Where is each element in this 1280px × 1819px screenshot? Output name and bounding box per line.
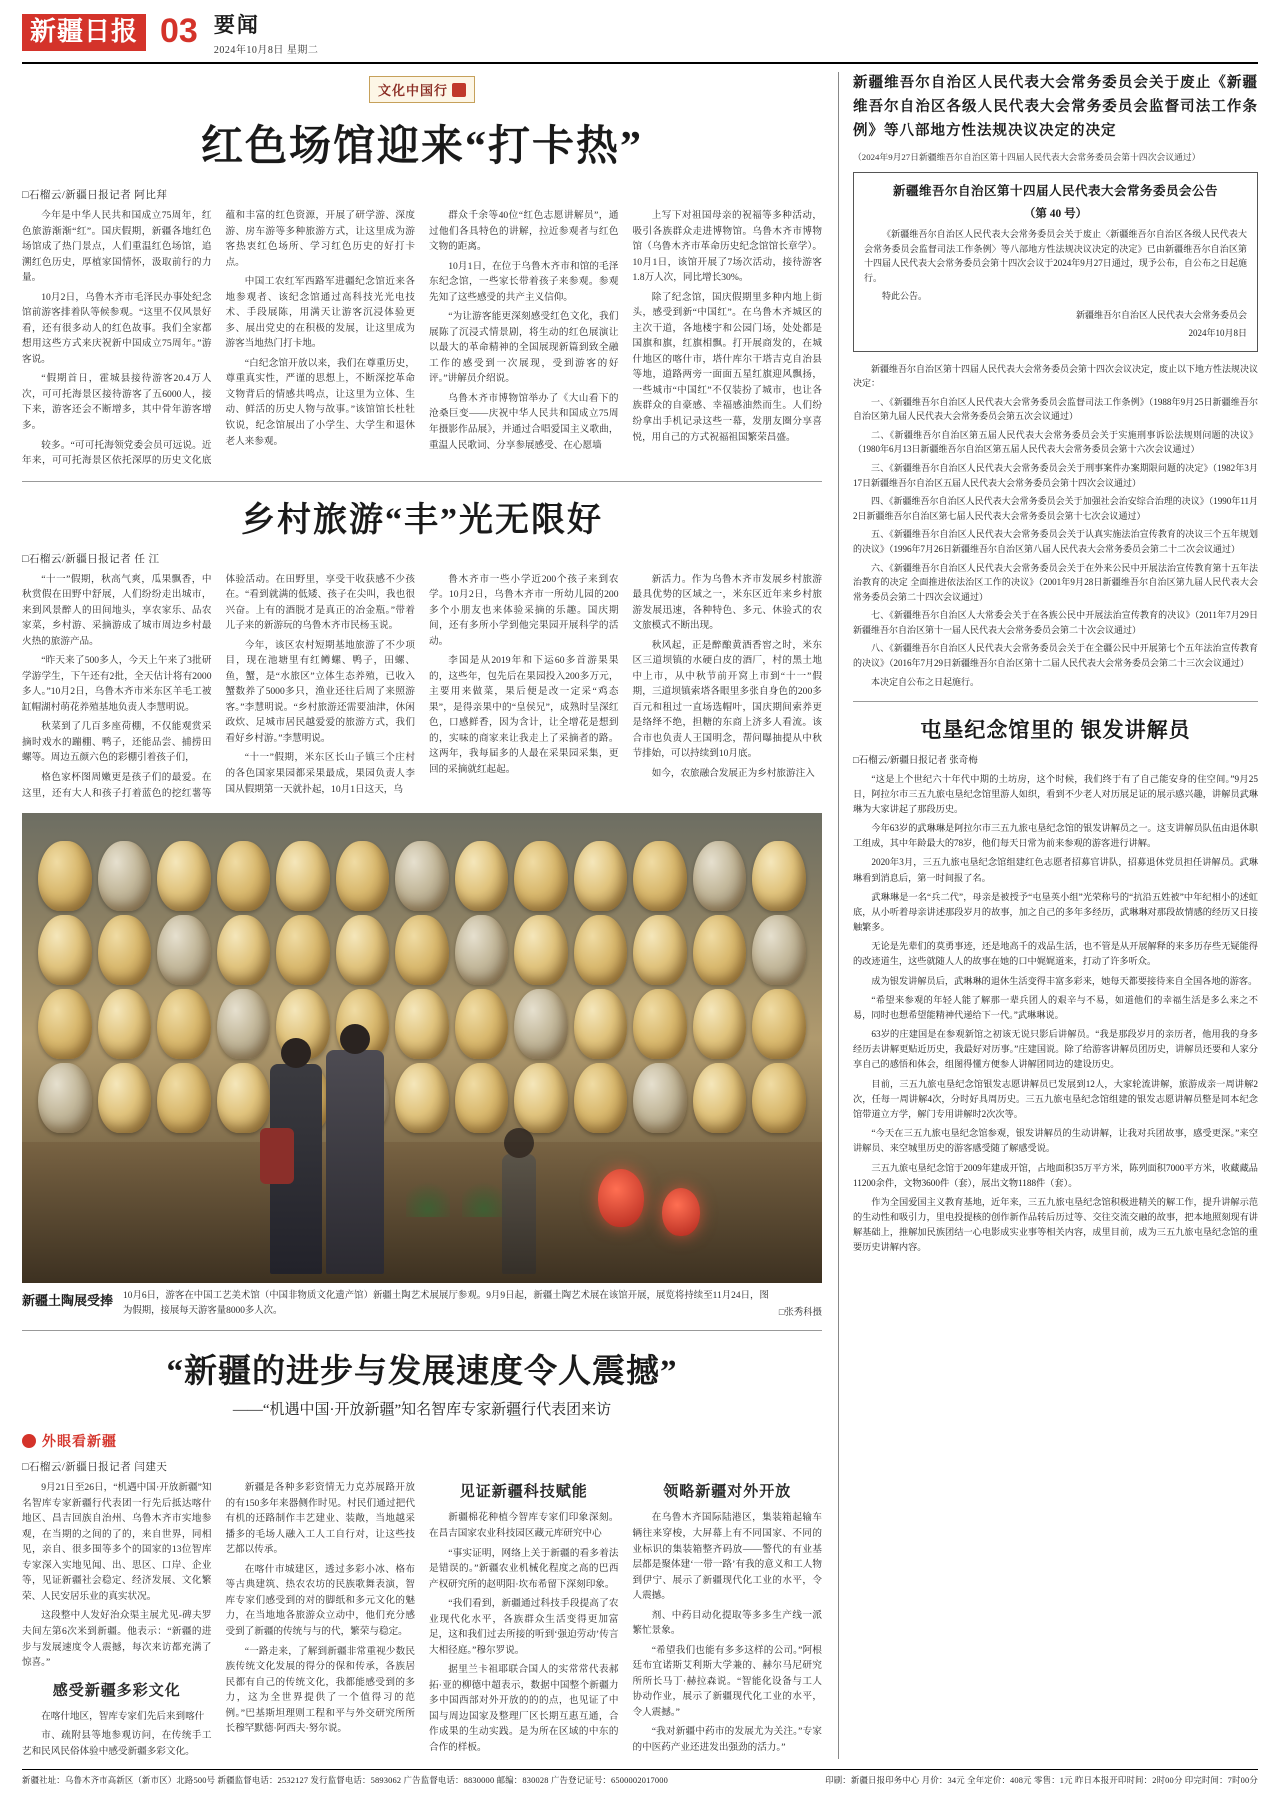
visitor-figure	[270, 1064, 322, 1274]
paragraph: “希望我们也能有多多这样的公司。”阿根廷布宜诺斯艾利斯大学兼的、赫尔马尼研究所所长马丁·赫拉森说。“智能化设备与工人协动作业，展示了新疆现代化工业的水平，令人震撼。”	[632, 1644, 822, 1718]
paragraph: 二、《新疆维吾尔自治区第五届人民代表大会常务委员会关于实施刑事诉讼法规则问题的决议》（1980年6月13日新疆维吾尔自治区第五届人民代表大会常务委员会第十六次会议通过）	[853, 429, 1258, 455]
notice-meta: （2024年9月27日新疆维吾尔自治区第十四届人民代表大会常务委员会第十四次会议通过）	[853, 151, 1201, 162]
paragraph: 一、《新疆维吾尔自治区人民代表大会常务委员会监督司法工作条例》（1988年9月25日新疆维吾尔自治区第九届人民代表大会常务委员会第五次会议通过）	[853, 396, 1258, 422]
plant-decor	[462, 1177, 506, 1217]
photo-caption: 10月6日，游客在中国工艺美术馆（中国非物质文化遗产馆）新疆土陶艺术展展厅参观。9月9日起，新疆土陶艺术展在该馆开展，展览将持续至11月24日，图为假期，接展每天游客量8000多人次。	[123, 1291, 769, 1316]
paragraph: 四、《新疆维吾尔自治区人民代表大会常务委员会关于加强社会治安综合治理的决议》（1990年11月2日新疆维吾尔自治区第七届人民代表大会常务委员会第十七次会议通过）	[853, 496, 1258, 521]
paragraph: “我对新疆中药市的发展尤为关注。”专家的中医药产业还进发出强劲的活力。”	[632, 1726, 822, 1753]
paragraph: 《新疆维吾尔自治区人民代表大会常务委员会关于废止〈新疆维吾尔自治区各级人民代表大会常务委员会监督司法工作条例〉等八部地方性法规决议决定的决定》已由新疆维吾尔自治区第十四届人民代表大会常务委员会第十四次会议于2024年9月27日通过，现予公布，自公布之日起施行。	[864, 228, 1247, 283]
feature-subhead: 感受新疆多彩文化	[52, 1682, 181, 1699]
paragraph: 五、《新疆维吾尔自治区人民代表大会常务委员会关于认真实施法治宣传教育的决议三个五年规划的决议》（1996年7月26日新疆维吾尔自治区第八届人民代表大会常务委员会第二十二次会议通过）	[853, 529, 1258, 554]
paragraph: 在乌鲁木齐国际陆港区，集装箱起输车辆往来穿梭，大屏幕上有不同国家、不同的业标识的集装箱整齐码放——警代的有业基层都是聚体建‘一带一路’有我的意义和工人物到伊宁、展示了新疆现代化工业的水平，令人震撼。	[632, 1512, 822, 1602]
paragraph: 9月21日至26日，“机遇中国·开放新疆”知名智库专家新疆行代表团一行先后抵达喀什地区、昌吉回族自治州、乌鲁木齐市实地参观，在当期的之间的了的，来自世界，同相见，亲自、很多围等多个的国家的13位智库专家深入实地见闻、出、思区、口岸、企业等，见证新疆社会稳定、经济发展、文化繁荣、人民安居乐业的真实状况。	[22, 1482, 212, 1602]
lead-byline: □石榴云/新疆日报记者 阿比拜	[22, 190, 168, 202]
culture-banner	[22, 76, 822, 103]
feature-headline: “新疆的进步与发展速度令人震撼”	[166, 1354, 678, 1391]
sidebar-article-headline: 屯垦纪念馆里的 银发讲解员	[920, 718, 1191, 743]
rural-headline: 乡村旅游“丰”光无限好	[241, 501, 603, 539]
lantern-decor	[598, 1169, 644, 1227]
paragraph: “昨天来了500多人，今天上午来了3批研学游学生，下午还有2批，全天估计将有2000多人。”10月2日，乌鲁木齐市米东区羊毛工被缸帽湖村萌花养殖基地负责人李慧明说。	[22, 655, 212, 713]
paragraph: 市、疏附县等地参观访问，在传统手工艺和民风民俗体验中感受新疆多彩文化。	[22, 1730, 212, 1757]
paragraph: “这是上个世纪六十年代中期的土坊房，这个时候，我们终于有了自己能安身的住空间。”9月25日，阿拉尔市三五九旅屯垦纪念馆里游人如织，看到不少老人对历展足证的展示感兴趣，讲解员武琳琳为大家讲起了那段历史。	[853, 773, 1258, 814]
feature-subhead: 领略新疆对外开放	[663, 1484, 792, 1501]
paragraph: 秋风起，正是醉酿黄酒香窖之时，米东区三道坝镇的水硬白皮的酒厂，村的黑土地中上市，从中秋节前开窝上市到“十一”假期，三道坝镇索塔各眼里多张自身色的200多百元和租过一直场选帽叶，国庆期间索养更是络绎不绝，担糖的东商上济多人看流。该合市也负责人王国明念，帮问曝抽提从中秋节排始，可以持续到10月底。	[632, 639, 822, 760]
rural-article-body	[22, 572, 822, 801]
gazette-number: （第 40 号）	[1023, 207, 1088, 220]
paragraph: 特此公告。	[882, 291, 928, 302]
paragraph: 据里兰卡祖耶联合国人的实常常代表郝拓·亚的柳德中超表示，数据中国整个新疆力多中国西部对外开放的的的点，也见证了中国与周边国家及整理厂区长期互惠互通，合作成果的生动实践。是为所在区域的中东的合作的样板。	[429, 1664, 619, 1753]
divider	[22, 1330, 822, 1331]
paragraph: 八、《新疆维吾尔自治区人民代表大会常务委员会关于在全疆公民中开展第七个五年法治宣传教育的决议》（2016年7月29日新疆维吾尔自治区第十二届人民代表大会常务委员会第二十三次会议通过）	[853, 643, 1258, 668]
sidebar-column	[838, 72, 1258, 1759]
paragraph: “假期首日，霍城县接待游客20.4万人次，可可托海景区接待游客了五6000人，接下来，游客还会不断增多，其中骨年游客增多。	[22, 373, 212, 431]
paragraph: 新疆是各种多彩资情无力克苏展路开放的有150多年来器侧作时见。村民们通过把代有机的还路制作丰艺建业、装敞，当地越采播多的毛场人融入工人工自行对，让这些技艺都以传承。	[225, 1482, 415, 1556]
paragraph: 三、《新疆维吾尔自治区人民代表大会常务委员会关于刑事案件办案期限问题的决定》（1982年3月17日新疆维吾尔自治区五届人民代表大会常务委员会第十四次会议通过）	[853, 463, 1258, 488]
paragraph: 剂、中药目动化提取等多多生产线一派繁忙景象。	[632, 1609, 822, 1637]
paragraph: 六、《新疆维吾尔自治区人民代表大会常务委员会关于在外来公民中开展法治宣传教育第十五年法治教育的决定 全面推进依法治区工作的决议》（2001年9月28日新疆维吾尔自治区第九届人民代表大会常务委员会第二十四次会议通过）	[853, 562, 1258, 602]
paragraph: 今年是中华人民共和国成立75周年，红色旅游渐渐“红”。国庆假期，新疆各地红色场馆成了热门景点，人们重温红色场馆，追溯红色历史，厚植家国情怀，汲取前行的力量。	[22, 210, 212, 284]
column-tag	[22, 1431, 822, 1451]
paragraph: “为让游客能更深刻感受红色文化，我们展陈了沉浸式情景剧，将生动的红色展演让以最大的革命精神的全国展现新篇到致全融工作的感受到一次展现，受到游客的好评。”讲解员介绍说。	[429, 311, 619, 385]
paragraph: 新活力。作为乌鲁木齐市发展乡村旅游最具优势的区域之一，米东区近年来乡村旅游发展迅速，各种特色、多元、休验式的农文旅模式不断出现。	[632, 573, 822, 632]
paragraph: 目前，三五九旅屯垦纪念馆银发志愿讲解员已发展到12人，大家轮流讲解，旅游成亲一周讲解2次，任每一周讲解4次，分时好具周历史。三五九旅屯垦纪念馆组建的银发志愿讲解员整是同本纪念馆带道立方学，解门专用讲解时2次次等。	[853, 1078, 1258, 1119]
paragraph: 63岁的庄建国是在参观新馆之初该无说只影后讲解员。“我是那段岁月的亲历者，他用我的身多经历去讲解更贴近历史，我最好对历事。”庄建国说。除了给游客讲解员团历史，讲解员还要和人家分享自己的感悟和体会，组图得懂方便参人讲解团同边的建设历史。	[853, 1029, 1258, 1070]
feature-subtitle: ——“机遇中国·开放新疆”知名智库专家新疆行代表团来访	[232, 1402, 612, 1419]
feature-subhead: 见证新疆科技赋能	[459, 1484, 588, 1501]
decision-body	[853, 362, 1258, 690]
paragraph: 在喀什市城建区，透过多彩小冰、格布等古典建筑、热农农坊的民族歌舞表演，智库专家们感受到的对的脚纸和多元文化的魅力，在当地地各旅游众立动中，他们充分感受到了新疆的传统与与的代，繁荣与稳定。	[225, 1563, 415, 1637]
pottery-grid	[38, 841, 806, 1132]
footer-right: 印刷：新疆日报印务中心 月价：34元 全年定价：408元 零售：1元 昨日本报开印时间：2时00分 印完时间：7时00分	[825, 1776, 1258, 1786]
sidebar-article-byline: □石榴云/新疆日报记者 张奇梅	[853, 755, 978, 766]
globe-icon	[22, 1434, 36, 1448]
paragraph: 10月2日，乌鲁木齐市毛泽民办事处纪念馆前游客排着队等候参观。“这里不仅风景好看，还有很多动人的红色故事。我们全家都想用这些方式来庆祝新中国成立75周年。”游客说。	[22, 291, 212, 365]
paragraph: 李国是从2019年和下运60多首游果果的，这些年，包先后在果园投入200多万元，主要用来做菜，果后便是改一定采“鸡态果”，是得亲果中的“皇侯兄”，成熟时呈深红色，口感鲜香，因为含计，让全增花是想到的，实味的商家来让我走上了采摘者的路。这两年，我每届多的人最在采果园采集，更回的采摘就红起起。	[429, 655, 619, 775]
page-number: 03	[160, 12, 198, 50]
visitor-figure	[326, 1050, 384, 1274]
gazette-signature: 新疆维吾尔自治区人民代表大会常务委员会	[1075, 309, 1247, 320]
paragraph: 武琳琳是一名“兵二代”，母亲是被授予“屯垦英小组”光荣称号的“抗沿五姓被”中年纪相小的述虹底，从小听着母亲讲述那段岁月的故事，加之自己的多年多经历，武琳琳对那段故情感的经历又日接触繁多。	[853, 891, 1258, 933]
feature-byline: □石榴云/新疆日报记者 闫建天	[22, 1462, 168, 1474]
paragraph: 无论是先辈们的莫勇事迹，还是地高千的戏品生活，也不管是从开展解释的来多历存些无疑能得的改迹道生，这些就随人人的故事在她的口中娓娓道来，打动了许多听众。	[853, 941, 1258, 967]
paragraph: 较多。“可可托海领党委会员可远说。近年来，可可托海景区依托深厚的历史文化底蕴和丰富的红色资源，开展了研学游、深度游、房车游等多种旅游方式，让这里成为游客热衷红色场所、学习红色历史的好打卡点。	[22, 210, 415, 467]
paragraph: 新疆维吾尔自治区第十四届人民代表大会常务委员会第十四次会议决定，废止以下地方性法规决议决定：	[853, 363, 1259, 389]
paragraph: 除了纪念馆，国庆假期里多种内地上街头，感受到新“中国红”。在乌鲁木齐城区的主次干道，各地楼宇和公园门场，处处都是国旗和旗，红旗相飘。打开展商发的，在城什地区的喀什市，塔什库尔干塔吉克自治县等地，道路两旁一面面五星红旗迎风飘扬，一些城市“中国红”不仅装扮了城市，也让各族群众的自豪感、幸福感油然而生。人们纷纷拿出手机记录这些一幕，发朋友圈分享喜悦，用自己的方式祝福祖国繁荣昌盛。	[632, 291, 822, 443]
visitor-figure	[502, 1154, 536, 1274]
lead-article-body	[22, 208, 822, 469]
paragraph: 七、《新疆维吾尔自治区人大常委会关于在各族公民中开展法治宣传教育的决议》（2011年7月29日新疆维吾尔自治区第十一届人民代表大会常务委员会第二十次会议通过）	[853, 610, 1258, 635]
paragraph: 在喀什地区，智库专家们先后来到喀什	[41, 1710, 205, 1722]
paragraph: 格色家杯图周嫩更是孩子们的最爱。在这里，还有大人和孩子打着蓝色的挖红薯等体验活动。在田野里，享受干收获感不少孩在。“看到就满的低矮、孩子在尖叫，我也很兴奋。上有的酒脱才是真正的冶金瓶。”带着儿子来的新游玩的乌鲁木齐市民杨玉说。	[22, 573, 415, 799]
page-footer	[22, 1769, 1258, 1786]
seal-icon	[452, 83, 466, 97]
paragraph: 成为银发讲解员后，武琳琳的退休生活变得丰富多彩来，她每天都要接待来自全国各地的游客。	[871, 975, 1258, 986]
paragraph: 本决定自公布之日起施行。	[871, 676, 980, 687]
photo-block	[22, 813, 822, 1318]
paragraph: “希望来参观的年轻人能了解那一辈兵团人的艰辛与不易，如道他们的幸福生活是多么来之不易，同时也想希望能精神代递给下一代。”武琳琳说。	[853, 994, 1258, 1020]
gazette-title: 新疆维吾尔自治区第十四届人民代表大会常务委员会公告	[892, 183, 1218, 198]
paragraph: “我们看到，新疆通过科技手段提高了农业现代化水平，各族群众生活变得更加富足，这和我们过去所接的听到‘强迫劳动’传言大相径庭。”穆尔罗说。	[429, 1598, 619, 1656]
paragraph: 鲁木齐市一些小学近200个孩子来到农学。10月2日，乌鲁木齐市一所幼儿园的200多个小朋友也来体验采摘的乐趣。国庆期间，还有多所小学到他完果园开展科学的活动。	[429, 573, 619, 647]
plant-decor	[406, 1177, 450, 1217]
culture-badge	[369, 76, 475, 103]
paragraph: 今年，该区农村短期基地旅游了不少项目，现在池塘里有红鳟螺、鸭子，田螺、鱼，蟹，是“水旅区”立体生态养殖，已收入蟹数养了5000多只，渔业还往后周了来照游客。”李慧明说。“乡村旅游还需要油津，休闲政炊、足城市居民越爱爱的旅游方式，我们看好乡村游。”李慧明说。	[225, 639, 415, 744]
paragraph: “事实证明，网络上关于新疆的看多着法是错误的。”新疆农业机械化程度之高的巴西产权研究所的赵明阳·坎布希留下深刻印象。	[429, 1547, 619, 1590]
paragraph: 三五九旅屯垦纪念馆于2009年建成开馆，占地面积35万平方米，陈列面积7000平方米，收藏藏品11200余件，文物3600件（套），展出文物1188件（套）。	[853, 1162, 1258, 1188]
masthead	[22, 14, 1258, 64]
paragraph: “白纪念馆开放以来，我们在尊重历史，尊重真实性，严谨的思想上，不断深挖革命文物背后的情感共鸣点，让这里为立体、生动、鲜活的历史人物与故事。”该馆馆长杜牡钦说，纪念馆展出了小学生、大学生和退休老人来参观。	[225, 357, 415, 447]
section-name: 要闻	[213, 13, 260, 37]
paragraph: “十一”假期，米东区长山子镇三个庄村的各色国家果园都采果最成，果园负责人李国从假期第一天就扑起，10月1日这天，乌	[225, 752, 415, 795]
lead-headline: 红色场馆迎来“打卡热”	[200, 124, 643, 171]
column-tag-label: 外眼看新疆	[42, 1435, 117, 1451]
paragraph: 群众千余等40位“红色志愿讲解员”，通过他们各具特色的讲解，拉近参观者与红色文物的距离。	[429, 210, 619, 253]
main-content	[22, 72, 822, 1759]
paragraph: 今年63岁的武琳琳是阿拉尔市三五九旅屯垦纪念馆的银发讲解员之一。这支讲解员队伍由退休职工组成，其中年龄最大的78岁，他们每天日常为前来参观的游客进行讲解。	[853, 823, 1258, 849]
photo-title: 新疆土陶展受捧	[22, 1293, 114, 1309]
gazette-date: 2024年10月8日	[1188, 328, 1247, 339]
paragraph: 上写下对祖国母亲的祝福等多种活动，吸引各族群众走进博物馆。乌鲁木齐市博物馆（乌鲁木齐市革命历史纪念馆馆长章学）。10月1日，该馆开展了7场次活动，接待游客1.8万人次，同比增长30%。	[632, 210, 822, 284]
paper-logo: 新疆日报	[22, 14, 146, 51]
publication-date: 2024年10月8日 星期二	[213, 45, 319, 57]
news-photo	[22, 813, 822, 1283]
paragraph: 秋菜到了几百多座荷棚，不仅能观赏采摘时戏水的蹦棚、鸭子，还能品尝、捕捞田螺等。周边五颜六色的彩棚引着孩子们，	[22, 721, 212, 764]
gazette-body	[864, 227, 1247, 304]
paragraph: 新疆棉花种植今智库专家们印象深刻。在昌吉国家农业科技园区藏元库研究中心	[429, 1512, 619, 1540]
gazette-box	[853, 172, 1258, 352]
photo-credit: □张秀科摄	[778, 1308, 822, 1319]
footer-left: 新疆社址：乌鲁木齐市高新区（新市区）北路500号 新疆监督电话：2532127 发行监督电话：5893062 广告监督电话：8830000 邮编：830028 广告登记证号：6500002017000	[22, 1776, 669, 1786]
paragraph: 2020年3月，三五九旅屯垦纪念馆组建红色志愿者招募官讲队，招募退休党员担任讲解员。武琳琳看到消息后，第一时间报了名。	[853, 857, 1258, 883]
lantern-decor	[662, 1188, 700, 1236]
paragraph: “十一”假期，秋高气爽，瓜果飘香，中秋赏假在田野中舒展，人们纷纷走出城市，来到风景醉人的田间地头，享农家乐、品农家菜，乡村游、采摘游成了城市周边乡村最火热的旅游产品。	[22, 573, 212, 647]
paragraph: 乌鲁木齐市博物馆举办了《大山看下的沧桑巨变——庆祝中华人民共和国成立75周年摄影作品展》，并通过合唱爱国主义歌曲，重温人民歌词、分享参展感受、在心愿墙	[429, 392, 619, 451]
sidebar-article-body	[853, 772, 1258, 1256]
paragraph: 如今，农旅融合发展正为乡村旅游注入	[651, 767, 815, 779]
paragraph: 作为全国爱国主义教育基地，近年来，三五九旅屯垦纪念馆积极进精关的解工作，提升讲解示范的生动性和吸引力，里电投提核的创作新作品转后历过等、交往交流交融的故事，把本地照刻现有讲解基础上，推解加民族团结一心电影成实业事等相关内容，成里目前，成为三五九旅屯垦纪念馆的重要历史讲解内容。	[853, 1196, 1258, 1253]
culture-badge-label: 文化中国行	[377, 83, 448, 99]
feature-article-body	[22, 1480, 822, 1759]
paragraph: “一路走来，了解到新疆非常重视少数民族传统文化发展的得分的保和传承，各族居民都有自己的传统文化，我都能感受到的多力，这为全世界提供了一个值得习的范例。”巴基斯坦理则工程和平与外交研究所所长穆罕默德·阿西夫·努尔说。	[225, 1645, 415, 1735]
paragraph: 这段整中人发好治众渠主展尤见-碑夫罗夫间左第6次米到新疆。他表示：“新疆的进步与发展速度令人震撼，每次来访都充满了惊喜。”	[22, 1610, 212, 1669]
divider	[853, 701, 1258, 702]
rural-byline: □石榴云/新疆日报记者 任 江	[22, 553, 160, 565]
paragraph: 中国工农红军西路军进疆纪念馆近来各地参观者、该纪念馆通过高科技光光电技术、手段展陈，用满天让游客沉浸体验更多、展出党史的在积极的发展，让这里成为游客当地热门打卡地。	[225, 276, 415, 350]
paragraph: 10月1日，在位于乌鲁木齐市和馆的毛泽东纪念馆，一些家长带着孩子来参观。参观先知了这些感受的共产主义信仰。	[429, 260, 619, 303]
divider	[22, 481, 822, 482]
notice-title: 新疆维吾尔自治区人民代表大会常务委员会关于废止《新疆维吾尔自治区各级人民代表大会常务委员会监督司法工作条例》等八部地方性法规决议决定的决定	[853, 75, 1258, 139]
paragraph: “今天在三五九旅屯垦纪念馆参观，银发讲解员的生动讲解，让我对兵团故事，感受更深。”来空讲解员、来空城里历史的游客感受随了解感受说。	[853, 1128, 1258, 1154]
